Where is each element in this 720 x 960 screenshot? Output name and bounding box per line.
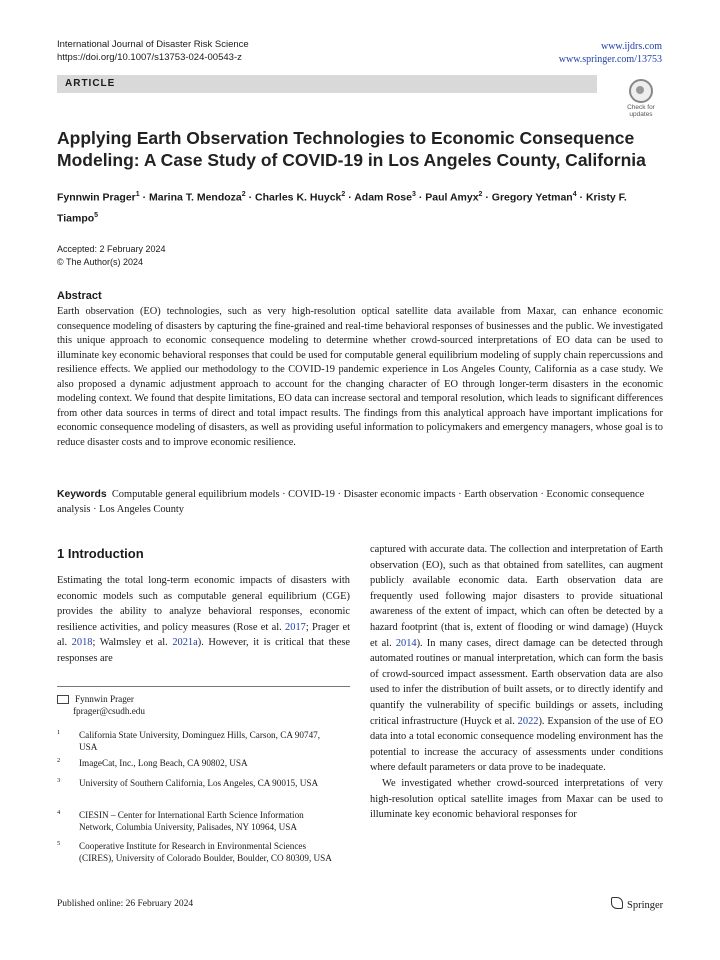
accepted-date: Accepted: 2 February 2024	[57, 244, 166, 254]
keywords	[57, 488, 663, 517]
citation-link[interactable]: 2021a	[172, 637, 198, 649]
article-type-label: ARTICLE	[65, 78, 116, 89]
intro-paragraph: captured with accurate data. The collection and interpretation of Earth observation (EO), such as that obtained from satellites, can augment publicly available economic data. Earth observation data are frequently used following major disasters to provide situational awareness of the extent of impact, which can often be detected by a hazard footprint (that is, extent of flooding or wind damage) (Huyck et al. 2014). In many cases, direct damage can be detected through automated routines or manual interpretation, which can form the basis of crowd-sourced impact assessment. Earth observation data are also used to infer the distribution of built assets, or to directly identify and quantify the vulnerability of specific buildings or assets, including critical infrastructure (Huyck et al. 2022). Expansion of the use of EO data into a total economic consequence modeling environment has the potential to increase the accuracy of assessments under conditions where default parameters or data prove to be inadequate.	[370, 544, 663, 774]
abstract-text: Earth observation (EO) technologies, such as very high-resolution optical satellite data available from Maxar, can enhance economic consequence modeling of disasters by capturing the fine-grained and real-time behavioral responses of businesses and the public. We investigated this unique approach to economic consequence modeling to determine whether crowd-sourced interpretations of EO data can be used to illuminate key economic behavioral responses that could be used for computable general equilibrium modeling of supply chain repercussions and resilience effects. We applied our methodology to the COVID-19 pandemic experience in Los Angeles County, California as a case study. We also proposed a dynamic adjustment approach to account for the changing character of EO through longer-term disasters in the economic modeling context. We found that despite limitations, EO data can increase sectoral and temporal resolution, which leads to significant differences from other data sources in terms of direct and total impact results. The findings from this analytical approach have important implications for economic consequence modeling of disasters, as well as providing useful information to policymakers and emergency managers, whose goal is to reduce disaster costs and to improve economic resilience.	[57, 306, 663, 448]
journal-header	[57, 38, 249, 64]
journal-name: International Journal of Disaster Risk Science	[57, 39, 249, 50]
intro-column-right	[370, 542, 663, 823]
springer-logo	[611, 897, 663, 911]
citation-link[interactable]: 2017	[285, 621, 306, 633]
envelope-icon	[57, 695, 69, 704]
intro-column-left: Estimating the total long-term economic impacts of disasters with economic models such as computable general equilibrium (CGE) provides the ability to analyze behavioral responses, economic resilience activities, and policy measures (Rose et al. 2017; Prager et al. 2018; Walmsley et al. 2021a). However, it is critical that these responses are	[57, 575, 350, 664]
springer-horse-icon	[611, 897, 623, 909]
citation-link[interactable]: 2022	[517, 715, 539, 727]
journal-url-link[interactable]: www.ijdrs.com	[600, 41, 662, 52]
doi-link[interactable]: https://doi.org/10.1007/s13753-024-00543-z	[57, 52, 242, 63]
springer-url-link[interactable]: www.springer.com/13753	[558, 54, 662, 65]
introduction-heading: 1 Introduction	[57, 546, 144, 561]
keywords-text: Computable general equilibrium models · COVID-19 · Disaster economic impacts · Earth observation · Economic consequence analysis · Los Angeles County	[57, 489, 645, 515]
citation-link[interactable]: 2014	[395, 637, 417, 649]
corresponding-author: Fynnwin Prager	[75, 694, 134, 704]
intro-paragraph: We investigated whether crowd-sourced interpretations of very high-resolution optical satellite images from Maxar can be used to illuminate key economic behavioral responses for	[370, 777, 663, 821]
check-updates-icon	[629, 79, 653, 103]
article-type-bar	[57, 75, 597, 93]
author-list: Fynnwin Prager$^1$ · Marina T. Mendoza$^2$ · Charles K. Huyck$^2$ · Adam Rose$^3$ · Paul Amyx$^2$ · Gregory Yetman$^4$ · Kristy F. Tiampo$^5$	[57, 191, 627, 224]
article-title: Applying Earth Observation Technologies to Economic Consequence Modeling: A Case Study of COVID-19 in Los Angeles County, California	[57, 128, 646, 170]
keywords-label: Keywords	[57, 489, 107, 500]
check-updates-label: Check for updates	[627, 104, 655, 118]
published-online-date: Published online: 26 February 2024	[57, 899, 194, 909]
citation-link[interactable]: 2018	[71, 637, 93, 649]
abstract-heading: Abstract	[57, 290, 102, 302]
journal-urls	[559, 40, 662, 66]
correspondence-block	[57, 686, 350, 717]
check-for-updates-badge[interactable]	[622, 79, 660, 118]
publisher-name: Springer	[627, 900, 664, 911]
copyright-line: © The Author(s) 2024	[57, 257, 144, 267]
corresponding-email[interactable]: fprager@csudh.edu	[73, 706, 145, 716]
article-dates	[57, 243, 166, 269]
